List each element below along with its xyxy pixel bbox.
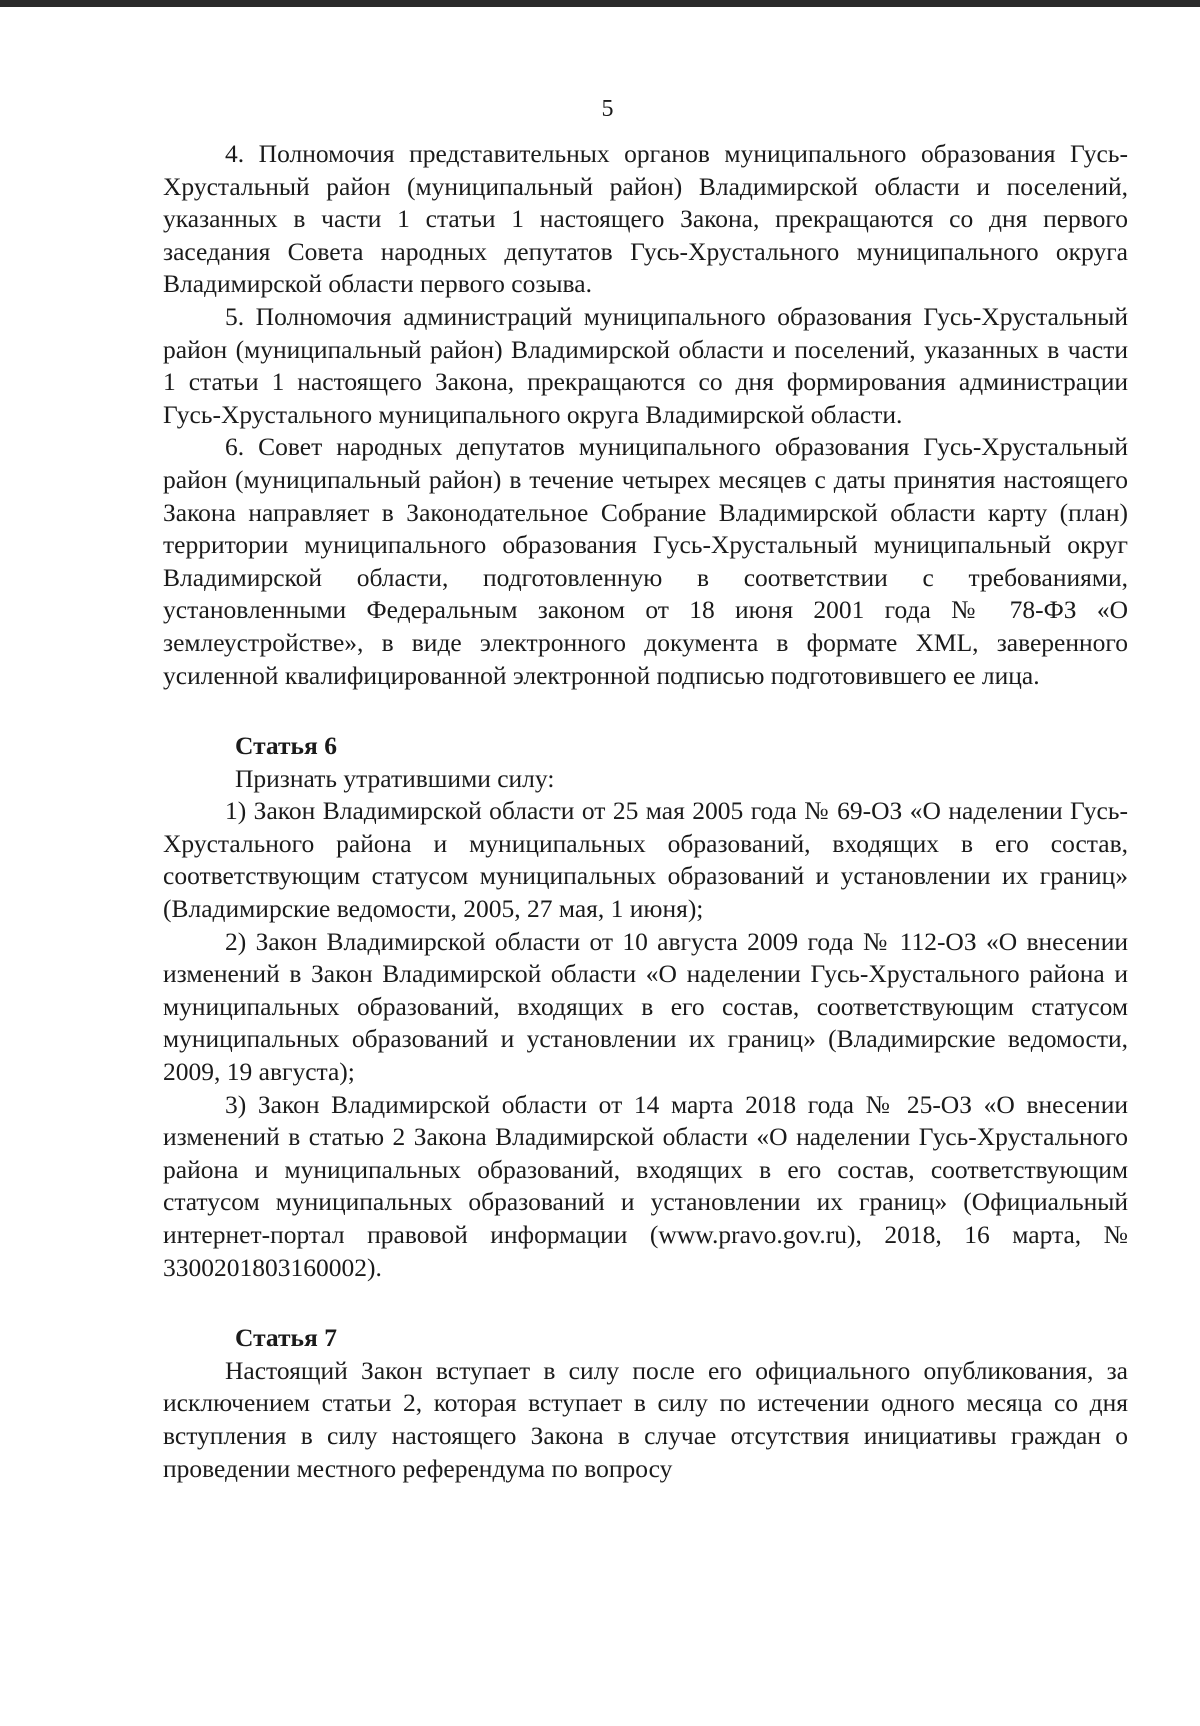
paragraph-6: 6. Совет народных депутатов муниципального образования Гусь-Хрустальный район (муниципальный район) в течение четырех месяцев с даты принятия настоящего Закона направляет в Законодательное Собрание Владимирской области карту (план) территории муниципального образования Гусь-Хрустальный муниципальный округ Владимирской области, подготовленную в соответствии с требованиями, установленными Федеральным законом от 18 июня 2001 года № 78-ФЗ «О землеустройстве», в виде электронного документа в формате XML, заверенного усиленной квалифицированной электронной подписью подготовившего ее лица. <box>163 432 1128 690</box>
article-7-text: Настоящий Закон вступает в силу после его официального опубликования, за исключением статьи 2, которая вступает в силу по истечении одного месяца со дня вступления в силу настоящего Закона в случае отсутствия инициативы граждан о проведении местного референдума по вопросу <box>163 1355 1128 1483</box>
article-6-intro: Признать утратившими силу: <box>235 763 555 793</box>
article-6-item-3: 3) Закон Владимирской области от 14 марта 2018 года № 25-ОЗ «О внесении изменений в статью 2 Закона Владимирской области «О наделении Гусь-Хрустального района и муниципальных образований, входящих в его состав, соответствующим статусом муниципальных образований и установлении их границ» (Официальный интернет-портал правовой информации (www.pravo.gov.ru), 2018, 16 марта, № 3300201803160002). <box>163 1089 1128 1282</box>
document-body <box>163 138 1128 1485</box>
paragraph-4: 4. Полномочия представительных органов муниципального образования Гусь-Хрустальный район (муниципальный район) Владимирской области и поселений, указанных в части 1 статьи 1 настоящего Закона, прекращаются со дня первого заседания Совета народных депутатов Гусь-Хрустального муниципального округа Владимирской области первого созыва. <box>163 139 1128 299</box>
scan-edge <box>0 0 1200 7</box>
page-number: 5 <box>601 96 614 122</box>
article-6-item-1: 1) Закон Владимирской области от 25 мая 2005 года № 69-ОЗ «О наделении Гусь-Хрустального района и муниципальных образований, входящих в его состав, соответствующим статусом муниципальных образований и установлении их границ» (Владимирские ведомости, 2005, 27 мая, 1 июня); <box>163 796 1128 924</box>
article-7-heading: Статья 7 <box>235 1323 337 1353</box>
paragraph-5: 5. Полномочия администраций муниципального образования Гусь-Хрустальный район (муниципальный район) Владимирской области и поселений, указанных в части 1 статьи 1 настоящего Закона, прекращаются со дня формирования администрации Гусь-Хрустального муниципального округа Владимирской области. <box>163 301 1128 429</box>
article-6-item-2: 2) Закон Владимирской области от 10 августа 2009 года № 112-ОЗ «О внесении изменений в Закон Владимирской области «О наделении Гусь-Хрустального района и муниципальных образований, входящих в его состав, соответствующим статусом муниципальных образований и установлении их границ» (Владимирские ведомости, 2009, 19 августа); <box>163 926 1128 1087</box>
article-6-heading: Статья 6 <box>235 731 337 761</box>
